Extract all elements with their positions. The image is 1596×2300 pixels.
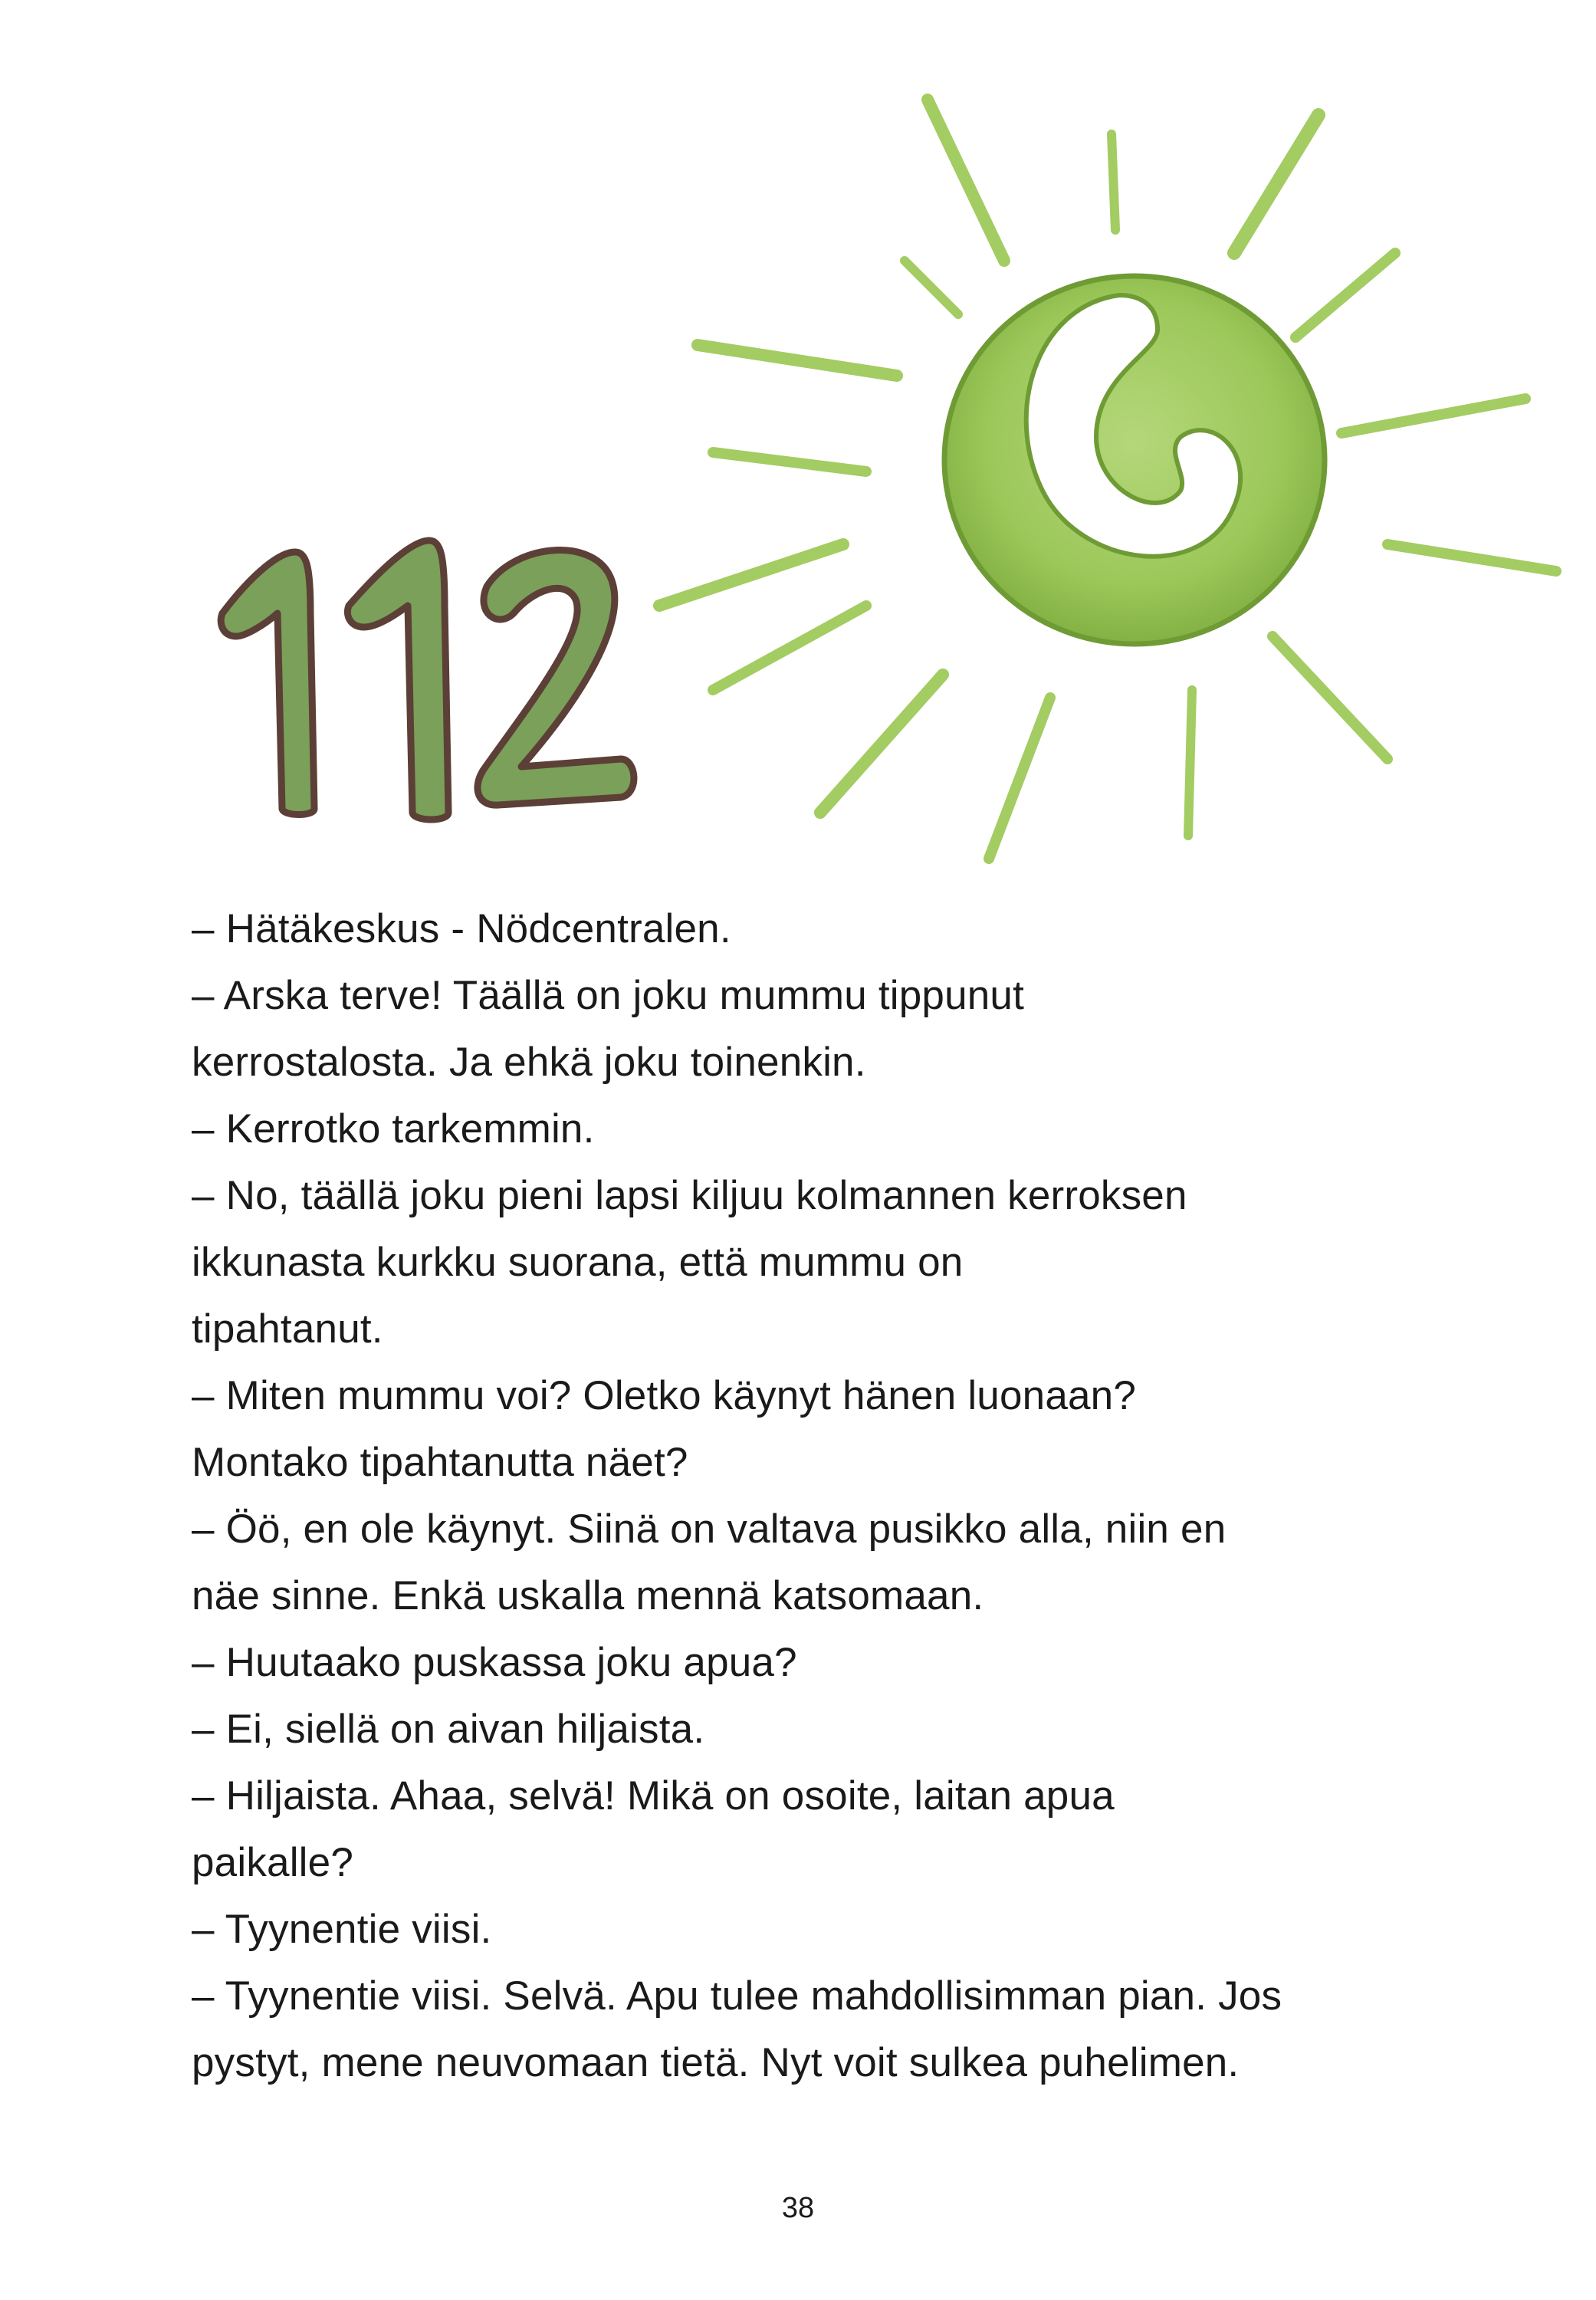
sun-ray <box>905 261 958 314</box>
sun-ray <box>1273 636 1387 759</box>
sun-ray <box>698 345 897 376</box>
dialogue-line: paikalle? <box>192 1840 354 1885</box>
dialogue-line: – Kerrotko tarkemmin. <box>192 1106 595 1152</box>
illustration-svg <box>192 77 1571 889</box>
dialogue-line: – Tyynentie viisi. <box>192 1907 492 1952</box>
sun-ray <box>928 100 1004 261</box>
sun-ray <box>820 675 943 813</box>
dialogue-line: – Tyynentie viisi. Selvä. Apu tulee mahdollisimman pian. Jos <box>192 1973 1282 2019</box>
sun-ray <box>713 452 866 472</box>
sun-ray <box>1234 115 1319 253</box>
sun-ray <box>1341 399 1525 433</box>
dialogue-line: – Ei, siellä on aivan hiljaista. <box>192 1707 705 1752</box>
dialogue-line: Montako tipahtanutta näet? <box>192 1440 688 1485</box>
dialogue-line: – Arska terve! Täällä on joku mummu tippunut <box>192 973 1025 1018</box>
sun-ray <box>659 544 843 606</box>
sun-ray <box>989 698 1050 859</box>
dialogue-line: – Hätäkeskus - Nödcentralen. <box>192 906 731 951</box>
number-112 <box>221 540 634 820</box>
dialogue-line: – Miten mummu voi? Oletko käynyt hänen luonaan? <box>192 1373 1137 1418</box>
digit-two <box>478 550 634 806</box>
sun-ray <box>1112 134 1115 230</box>
dialogue-line: näe sinne. Enkä uskalla mennä katsomaan. <box>192 1573 984 1618</box>
digit-one <box>221 552 314 815</box>
sun-ray <box>1296 253 1395 337</box>
sun-ray <box>713 606 866 690</box>
dialogue-line: tipahtanut. <box>192 1306 383 1352</box>
page-number: 38 <box>781 2192 815 2224</box>
sun-ray <box>1188 690 1192 836</box>
sun-ray <box>1387 544 1556 571</box>
dialogue-line: ikkunasta kurkku suorana, että mummu on <box>192 1240 964 1285</box>
digit-one <box>347 540 448 820</box>
dialogue-line: – No, täällä joku pieni lapsi kiljuu kolmannen kerroksen <box>192 1173 1187 1218</box>
dialogue-line: kerrostalosta. Ja ehkä joku toinenkin. <box>192 1040 866 1085</box>
dialogue-text <box>192 895 1418 2096</box>
emergency-112-sun-illustration <box>192 77 1571 889</box>
dialogue-line: – Huutaako puskassa joku apua? <box>192 1640 797 1685</box>
sun <box>944 276 1325 644</box>
dialogue-line: – Öö, en ole käynyt. Siinä on valtava pusikko alla, niin en <box>192 1506 1227 1552</box>
dialogue-line: – Hiljaista. Ahaa, selvä! Mikä on osoite, laitan apua <box>192 1773 1115 1819</box>
dialogue-line: pystyt, mene neuvomaan tietä. Nyt voit sulkea puhelimen. <box>192 2040 1240 2085</box>
